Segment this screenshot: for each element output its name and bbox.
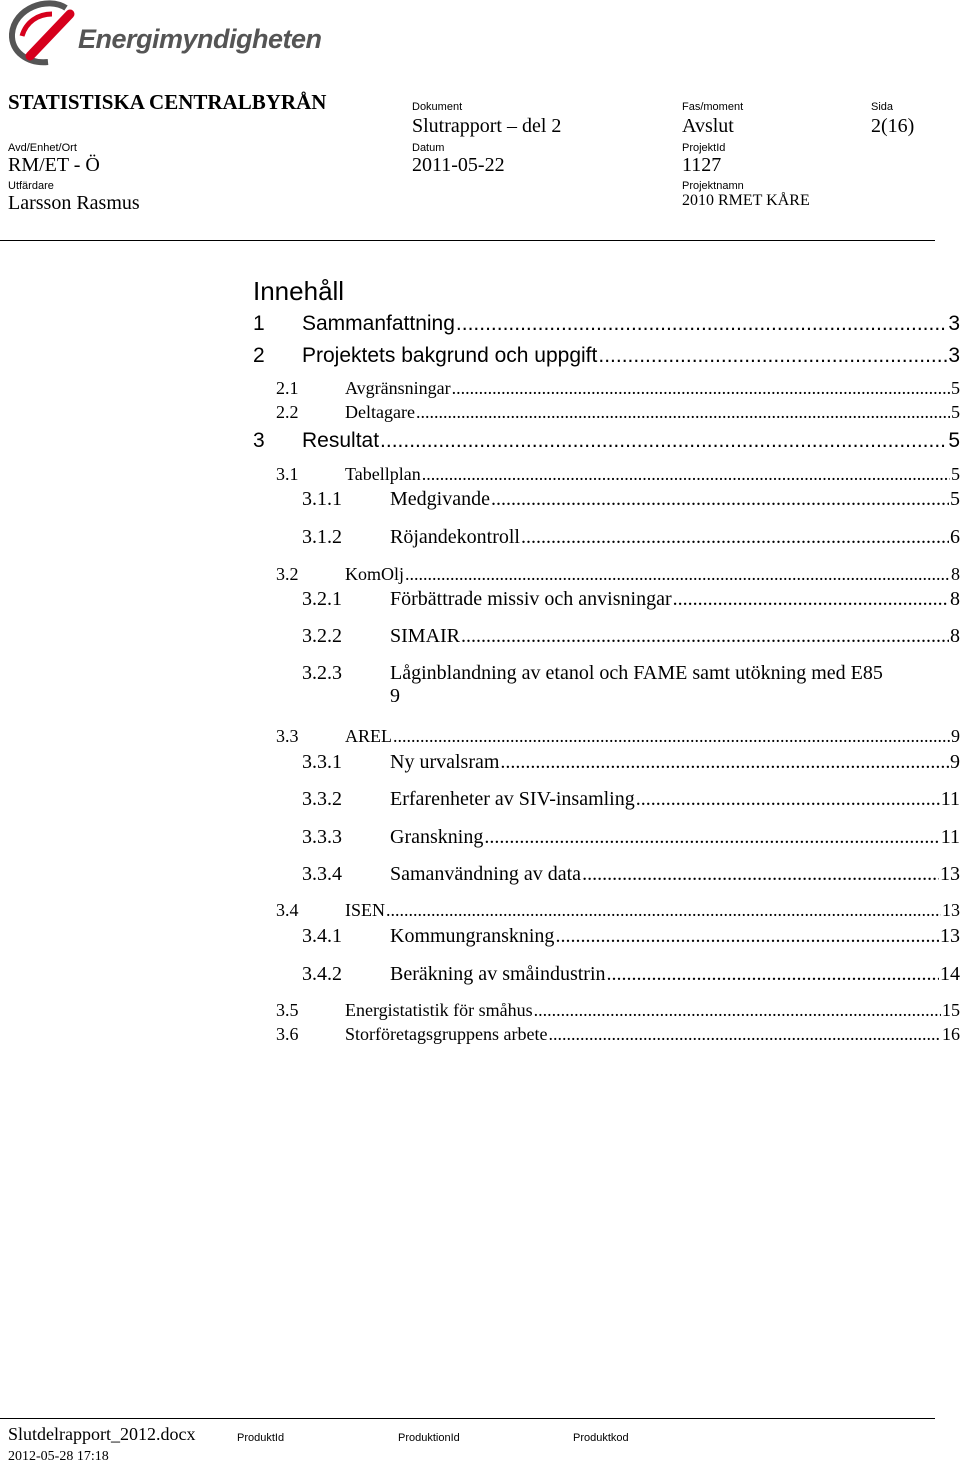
energimyndigheten-logo xyxy=(8,0,322,70)
toc-entry[interactable] xyxy=(302,662,956,708)
toc-entry-page: 5 xyxy=(951,402,960,422)
toc-entry-page: 9 xyxy=(390,685,400,707)
toc-entry[interactable] xyxy=(302,826,960,849)
header-divider xyxy=(0,240,935,241)
toc-entry-number: 3.3.3 xyxy=(302,826,342,848)
toc-entry-page: 5 xyxy=(951,464,960,484)
toc-entry-page: 15 xyxy=(942,1000,960,1020)
datum-label: Datum xyxy=(412,142,445,154)
toc-entry[interactable] xyxy=(302,526,960,549)
toc-entry-page: 3 xyxy=(948,344,960,367)
toc-entry-number: 3.2.1 xyxy=(302,588,342,610)
toc-entry-title: Avgränsningar xyxy=(345,378,451,398)
toc-leader-dots xyxy=(548,1024,941,1045)
produktionid-label: ProduktionId xyxy=(398,1432,460,1444)
toc-entry-title: Sammanfattning xyxy=(302,312,455,335)
footer-filename: Slutdelrapport_2012.docx xyxy=(8,1424,196,1444)
toc-entry-number: 3.5 xyxy=(276,1000,299,1020)
projektnamn-label: Projektnamn xyxy=(682,180,744,192)
toc-entry-number: 3.2.2 xyxy=(302,625,342,647)
toc-entry-number: 3.2.3 xyxy=(302,662,342,684)
toc-entry-page: 8 xyxy=(950,588,960,610)
utfardare-label: Utfärdare xyxy=(8,180,54,192)
fas-value: Avslut xyxy=(682,115,734,137)
toc-entry-number: 3.1.1 xyxy=(302,488,342,510)
toc-entry-page: 13 xyxy=(942,900,960,920)
toc-entry[interactable] xyxy=(276,726,960,747)
toc-entry[interactable] xyxy=(302,925,960,948)
toc-entry-title: Samanvändning av data xyxy=(390,863,582,885)
toc-entry-title: KomOlj xyxy=(345,564,405,584)
toc-entry-page: 16 xyxy=(942,1024,960,1044)
toc-entry[interactable] xyxy=(302,751,960,774)
toc-entry-number: 3.2 xyxy=(276,564,299,584)
toc-entry-number: 3.4.1 xyxy=(302,925,342,947)
toc-entry-title: Projektets bakgrund och uppgift xyxy=(302,344,598,367)
toc-entry[interactable] xyxy=(276,464,960,485)
toc-entry[interactable] xyxy=(302,788,960,811)
toc-entry-number: 3.1 xyxy=(276,464,299,484)
footer-datetime: 2012-05-28 17:18 xyxy=(8,1449,109,1464)
toc-entry-number: 3.3.2 xyxy=(302,788,342,810)
toc-entry-number: 3.4.2 xyxy=(302,963,342,985)
toc-entry-title: Granskning xyxy=(390,826,484,848)
footer-divider xyxy=(0,1418,935,1419)
toc-leader-dots xyxy=(484,826,939,849)
toc-leader-dots xyxy=(393,726,950,747)
avd-value: RM/ET - Ö xyxy=(8,154,100,176)
dokument-value: Slutrapport – del 2 xyxy=(412,115,562,137)
toc-entry-title: SIMAIR xyxy=(390,625,461,647)
toc-entry-number: 2 xyxy=(253,344,265,367)
toc-leader-dots xyxy=(416,402,950,423)
toc-entry[interactable] xyxy=(302,625,960,648)
toc-entry-title: Erfarenheter av SIV-insamling xyxy=(390,788,635,810)
toc-entry-page: 8 xyxy=(951,564,960,584)
toc-entry[interactable] xyxy=(253,312,960,336)
toc-entry[interactable] xyxy=(253,429,960,453)
toc-entry[interactable] xyxy=(253,344,960,368)
toc-entry-number: 2.1 xyxy=(276,378,299,398)
utfardare-value: Larsson Rasmus xyxy=(8,192,140,214)
toc-leader-dots xyxy=(405,564,950,585)
toc-entry-title: ISEN xyxy=(345,900,385,920)
toc-entry[interactable] xyxy=(276,1000,960,1021)
projektnamn-value: 2010 RMET KÅRE xyxy=(682,192,810,209)
toc-leader-dots xyxy=(491,488,949,511)
toc-entry-page: 5 xyxy=(951,378,960,398)
fas-label: Fas/moment xyxy=(682,101,744,113)
toc-heading: Innehåll xyxy=(253,276,345,306)
toc-entry-title: Energistatistik för småhus xyxy=(345,1000,533,1020)
toc-entry-page: 9 xyxy=(951,726,960,746)
toc-entry[interactable] xyxy=(302,488,960,511)
dokument-label: Dokument xyxy=(412,101,463,113)
toc-leader-dots xyxy=(452,378,950,399)
toc-entry-title: Medgivande xyxy=(390,488,490,510)
toc-leader-dots xyxy=(521,526,949,549)
produktkod-label: Produktkod xyxy=(573,1432,629,1444)
toc-entry-page: 3 xyxy=(948,312,960,335)
toc-entry-title: Röjandekontroll xyxy=(390,526,520,548)
toc-entry[interactable] xyxy=(302,588,960,611)
toc-entry-number: 3.3.4 xyxy=(302,863,342,885)
toc-leader-dots xyxy=(607,963,939,986)
toc-leader-dots xyxy=(582,863,939,886)
toc-entry-title: Resultat xyxy=(302,429,380,452)
toc-leader-dots xyxy=(422,464,950,485)
toc-leader-dots xyxy=(500,751,949,774)
toc-entry-title: Kommungranskning xyxy=(390,925,555,947)
toc-entry-title: Beräkning av småindustrin xyxy=(390,963,606,985)
toc-entry[interactable] xyxy=(302,963,960,986)
toc-leader-dots xyxy=(456,312,947,336)
toc-entry-page: 9 xyxy=(950,751,960,773)
sida-label: Sida xyxy=(871,101,894,113)
toc-entry-number: 1 xyxy=(253,312,265,335)
toc-leader-dots xyxy=(673,588,949,611)
toc-entry-title: Deltagare xyxy=(345,402,415,422)
toc-entry-title: Förbättrade missiv och anvisningar xyxy=(390,588,672,610)
toc-entry[interactable] xyxy=(276,900,960,921)
toc-entry-number: 3 xyxy=(253,429,265,452)
organization-name: STATISTISKA CENTRALBYRÅN xyxy=(8,90,327,114)
toc-entry-number: 3.6 xyxy=(276,1024,299,1044)
toc-entry-title: AREL xyxy=(345,726,392,746)
toc-leader-dots xyxy=(636,788,940,811)
toc-entry[interactable] xyxy=(276,378,960,399)
projektid-label: ProjektId xyxy=(682,142,726,154)
sida-value: 2(16) xyxy=(871,115,915,137)
toc-entry[interactable] xyxy=(302,863,960,886)
projektid-value: 1127 xyxy=(682,154,722,176)
toc-entry-page: 14 xyxy=(940,963,960,985)
toc-entry-page: 5 xyxy=(950,488,960,510)
toc-entry-title: Ny urvalsram xyxy=(390,751,500,773)
toc-entry-page: 11 xyxy=(940,788,960,810)
toc-leader-dots xyxy=(386,900,941,921)
toc-entry-page: 13 xyxy=(940,925,960,947)
toc-entry-page: 11 xyxy=(940,826,960,848)
toc-entry-page: 8 xyxy=(950,625,960,647)
toc-entry-page: 5 xyxy=(948,429,960,452)
toc-leader-dots xyxy=(380,429,947,453)
toc-entry-number: 2.2 xyxy=(276,402,299,422)
toc-entry-title: Tabellplan xyxy=(345,464,421,484)
toc-entry-page: 13 xyxy=(940,863,960,885)
toc-entry-number: 3.3 xyxy=(276,726,299,746)
produktid-label: ProduktId xyxy=(237,1432,285,1444)
toc-entry-page: 6 xyxy=(950,526,960,548)
toc-leader-dots xyxy=(461,625,949,648)
toc-entry-number: 3.4 xyxy=(276,900,299,920)
toc-leader-dots xyxy=(534,1000,941,1021)
datum-value: 2011-05-22 xyxy=(412,154,505,176)
toc-entry[interactable] xyxy=(276,402,960,423)
toc-entry-number: 3.1.2 xyxy=(302,526,342,548)
logo-swoosh-icon xyxy=(8,0,78,70)
toc-leader-dots xyxy=(598,344,947,368)
logo-text: Energimyndigheten xyxy=(78,24,322,54)
toc-entry[interactable] xyxy=(276,564,960,585)
toc-leader-dots xyxy=(555,925,939,948)
toc-entry-title: Låginblandning av etanol och FAME samt utökning med E85 xyxy=(390,662,883,684)
avd-label: Avd/Enhet/Ort xyxy=(8,142,77,154)
toc-entry-title: Storföretagsgruppens arbete xyxy=(345,1024,548,1044)
toc-entry-number: 3.3.1 xyxy=(302,751,342,773)
toc-entry[interactable] xyxy=(276,1024,960,1045)
